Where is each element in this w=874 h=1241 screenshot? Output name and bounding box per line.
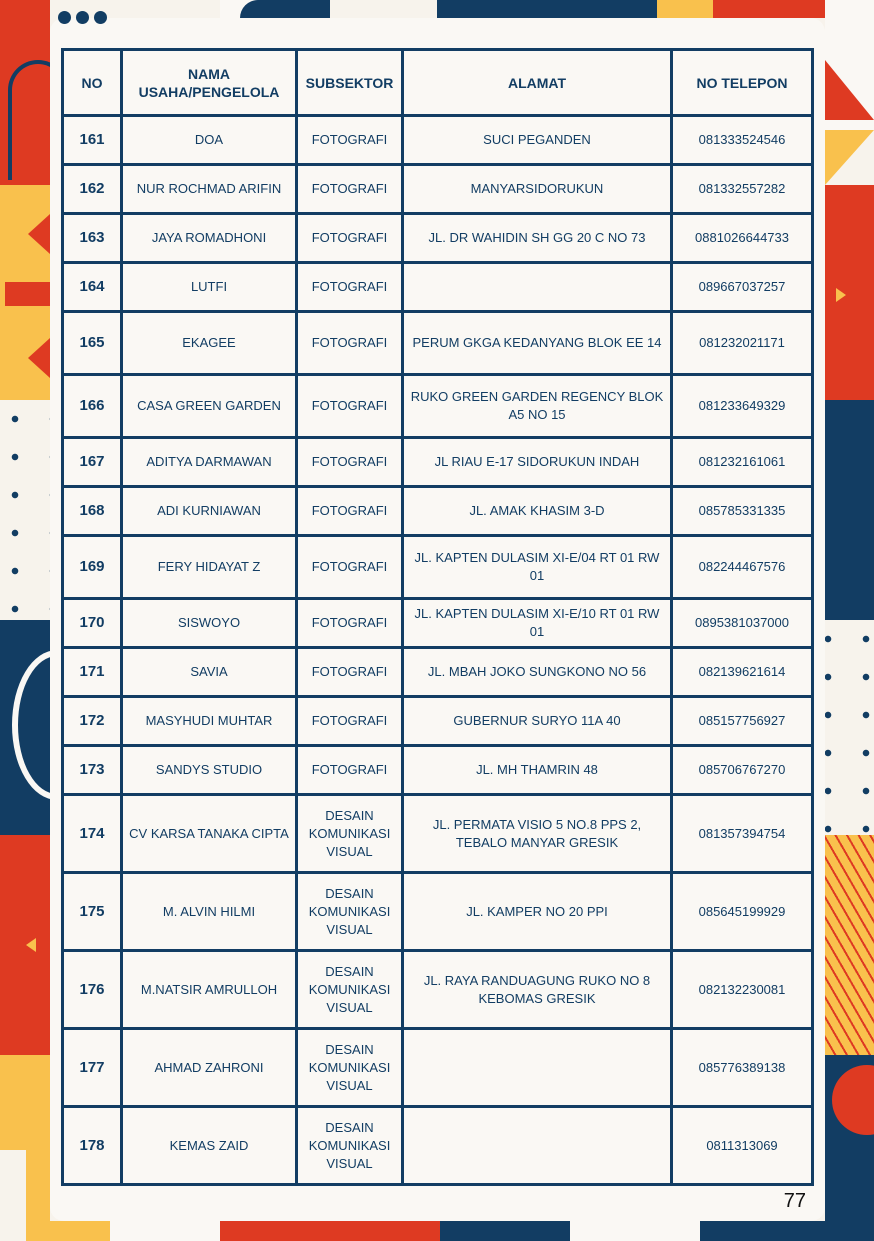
cell-nama: DOA	[122, 116, 297, 165]
table-row	[63, 697, 813, 746]
cell-no: 161	[63, 116, 122, 165]
table-row	[63, 438, 813, 487]
cell-subsektor: FOTOGRAFI	[297, 487, 403, 536]
cell-subsektor: DESAIN KOMUNIKASI VISUAL	[297, 1029, 403, 1107]
table-row	[63, 263, 813, 312]
cell-telepon: 081233649329	[672, 375, 813, 438]
cell-subsektor: FOTOGRAFI	[297, 263, 403, 312]
cell-no: 162	[63, 165, 122, 214]
header-alamat: ALAMAT	[403, 50, 672, 116]
cell-no: 174	[63, 795, 122, 873]
table-row	[63, 599, 813, 648]
cell-no: 176	[63, 951, 122, 1029]
table-row	[63, 312, 813, 375]
bg-block	[110, 1221, 220, 1241]
cell-nama: FERY HIDAYAT Z	[122, 536, 297, 599]
cell-nama: ADITYA DARMAWAN	[122, 438, 297, 487]
cell-telepon: 085785331335	[672, 487, 813, 536]
cell-nama: MASYHUDI MUHTAR	[122, 697, 297, 746]
cell-no: 167	[63, 438, 122, 487]
cell-alamat	[403, 1029, 672, 1107]
bg-block	[825, 185, 874, 400]
cell-subsektor: DESAIN KOMUNIKASI VISUAL	[297, 1107, 403, 1185]
cell-alamat: JL. KAPTEN DULASIM XI-E/10 RT 01 RW 01	[403, 599, 672, 648]
table-row	[63, 951, 813, 1029]
header-subsektor: SUBSEKTOR	[297, 50, 403, 116]
cell-telepon: 089667037257	[672, 263, 813, 312]
cell-no: 164	[63, 263, 122, 312]
cell-subsektor: DESAIN KOMUNIKASI VISUAL	[297, 951, 403, 1029]
bg-dots	[825, 620, 874, 835]
cell-nama: JAYA ROMADHONI	[122, 214, 297, 263]
bg-block	[240, 0, 330, 18]
cell-no: 173	[63, 746, 122, 795]
cell-subsektor: FOTOGRAFI	[297, 312, 403, 375]
cell-telepon: 0811313069	[672, 1107, 813, 1185]
cell-alamat: JL. MBAH JOKO SUNGKONO NO 56	[403, 648, 672, 697]
cell-alamat: MANYARSIDORUKUN	[403, 165, 672, 214]
bg-block	[220, 1221, 440, 1241]
bg-triangle	[825, 130, 874, 185]
cell-telepon: 081232021171	[672, 312, 813, 375]
bg-block	[5, 282, 50, 306]
table-row	[63, 214, 813, 263]
bg-block	[437, 0, 657, 18]
bg-triangle	[26, 938, 36, 952]
cell-no: 175	[63, 873, 122, 951]
cell-subsektor: FOTOGRAFI	[297, 697, 403, 746]
cell-alamat: JL. KAMPER NO 20 PPI	[403, 873, 672, 951]
cell-telepon: 081333524546	[672, 116, 813, 165]
table-row	[63, 116, 813, 165]
cell-subsektor: FOTOGRAFI	[297, 116, 403, 165]
cell-nama: M.NATSIR AMRULLOH	[122, 951, 297, 1029]
business-table	[61, 48, 814, 1186]
cell-subsektor: FOTOGRAFI	[297, 746, 403, 795]
bg-block	[570, 1221, 700, 1241]
table-row	[63, 746, 813, 795]
cell-subsektor: FOTOGRAFI	[297, 375, 403, 438]
bg-block	[440, 1221, 570, 1241]
cell-telepon: 085645199929	[672, 873, 813, 951]
cell-nama: SISWOYO	[122, 599, 297, 648]
cell-no: 163	[63, 214, 122, 263]
cell-telepon: 081232161061	[672, 438, 813, 487]
cell-nama: SANDYS STUDIO	[122, 746, 297, 795]
cell-nama: NUR ROCHMAD ARIFIN	[122, 165, 297, 214]
bg-block	[0, 1150, 26, 1241]
cell-telepon: 085706767270	[672, 746, 813, 795]
cell-no: 178	[63, 1107, 122, 1185]
bg-triangle	[28, 214, 50, 254]
cell-no: 166	[63, 375, 122, 438]
table-row	[63, 648, 813, 697]
bg-triangle	[836, 288, 846, 302]
cell-no: 172	[63, 697, 122, 746]
cell-no: 165	[63, 312, 122, 375]
cell-nama: ADI KURNIAWAN	[122, 487, 297, 536]
cell-no: 168	[63, 487, 122, 536]
cell-nama: LUTFI	[122, 263, 297, 312]
cell-telepon: 0895381037000	[672, 599, 813, 648]
cell-alamat: JL RIAU E-17 SIDORUKUN INDAH	[403, 438, 672, 487]
cell-alamat: JL. RAYA RANDUAGUNG RUKO NO 8 KEBOMAS GRESIK	[403, 951, 672, 1029]
table-row	[63, 165, 813, 214]
table-header-row	[63, 50, 813, 116]
cell-no: 171	[63, 648, 122, 697]
header-nama: NAMA USAHA/PENGELOLA	[122, 50, 297, 116]
cell-subsektor: FOTOGRAFI	[297, 438, 403, 487]
cell-subsektor: DESAIN KOMUNIKASI VISUAL	[297, 873, 403, 951]
table-row	[63, 795, 813, 873]
table-row	[63, 536, 813, 599]
cell-alamat: GUBERNUR SURYO 11A 40	[403, 697, 672, 746]
cell-alamat: JL. PERMATA VISIO 5 NO.8 PPS 2, TEBALO MANYAR GRESIK	[403, 795, 672, 873]
cell-alamat	[403, 263, 672, 312]
window-dots	[58, 11, 107, 24]
cell-alamat: PERUM GKGA KEDANYANG BLOK EE 14	[403, 312, 672, 375]
cell-nama: KEMAS ZAID	[122, 1107, 297, 1185]
table-row	[63, 375, 813, 438]
cell-alamat: RUKO GREEN GARDEN REGENCY BLOK A5 NO 15	[403, 375, 672, 438]
cell-telepon: 0881026644733	[672, 214, 813, 263]
cell-telepon: 082139621614	[672, 648, 813, 697]
header-no: NO	[63, 50, 122, 116]
cell-alamat: JL. KAPTEN DULASIM XI-E/04 RT 01 RW 01	[403, 536, 672, 599]
cell-alamat: JL. DR WAHIDIN SH GG 20 C NO 73	[403, 214, 672, 263]
cell-telepon: 085776389138	[672, 1029, 813, 1107]
cell-subsektor: FOTOGRAFI	[297, 214, 403, 263]
cell-no: 169	[63, 536, 122, 599]
cell-telepon: 081357394754	[672, 795, 813, 873]
cell-no: 177	[63, 1029, 122, 1107]
table-row	[63, 873, 813, 951]
cell-no: 170	[63, 599, 122, 648]
cell-nama: AHMAD ZAHRONI	[122, 1029, 297, 1107]
cell-telepon: 082244467576	[672, 536, 813, 599]
cell-alamat	[403, 1107, 672, 1185]
header-telepon: NO TELEPON	[672, 50, 813, 116]
bg-block	[825, 400, 874, 620]
cell-telepon: 085157756927	[672, 697, 813, 746]
cell-nama: CV KARSA TANAKA CIPTA	[122, 795, 297, 873]
cell-alamat: JL. MH THAMRIN 48	[403, 746, 672, 795]
bg-block	[657, 0, 713, 18]
bg-block	[50, 1221, 110, 1241]
cell-telepon: 082132230081	[672, 951, 813, 1029]
cell-subsektor: FOTOGRAFI	[297, 165, 403, 214]
bg-block	[713, 0, 825, 18]
cell-subsektor: FOTOGRAFI	[297, 599, 403, 648]
cell-nama: SAVIA	[122, 648, 297, 697]
cell-nama: M. ALVIN HILMI	[122, 873, 297, 951]
table-row	[63, 487, 813, 536]
table-row	[63, 1107, 813, 1185]
cell-subsektor: FOTOGRAFI	[297, 536, 403, 599]
cell-telepon: 081332557282	[672, 165, 813, 214]
table-row	[63, 1029, 813, 1107]
bg-block	[0, 835, 50, 1055]
bg-triangle	[28, 338, 50, 378]
cell-subsektor: DESAIN KOMUNIKASI VISUAL	[297, 795, 403, 873]
bg-dots	[0, 400, 50, 620]
cell-alamat: SUCI PEGANDEN	[403, 116, 672, 165]
bg-block	[700, 1221, 825, 1241]
cell-nama: CASA GREEN GARDEN	[122, 375, 297, 438]
bg-rays	[825, 835, 874, 1055]
cell-subsektor: FOTOGRAFI	[297, 648, 403, 697]
cell-nama: EKAGEE	[122, 312, 297, 375]
cell-alamat: JL. AMAK KHASIM 3-D	[403, 487, 672, 536]
bg-triangle	[825, 60, 874, 120]
page-number: 77	[783, 1190, 806, 1212]
